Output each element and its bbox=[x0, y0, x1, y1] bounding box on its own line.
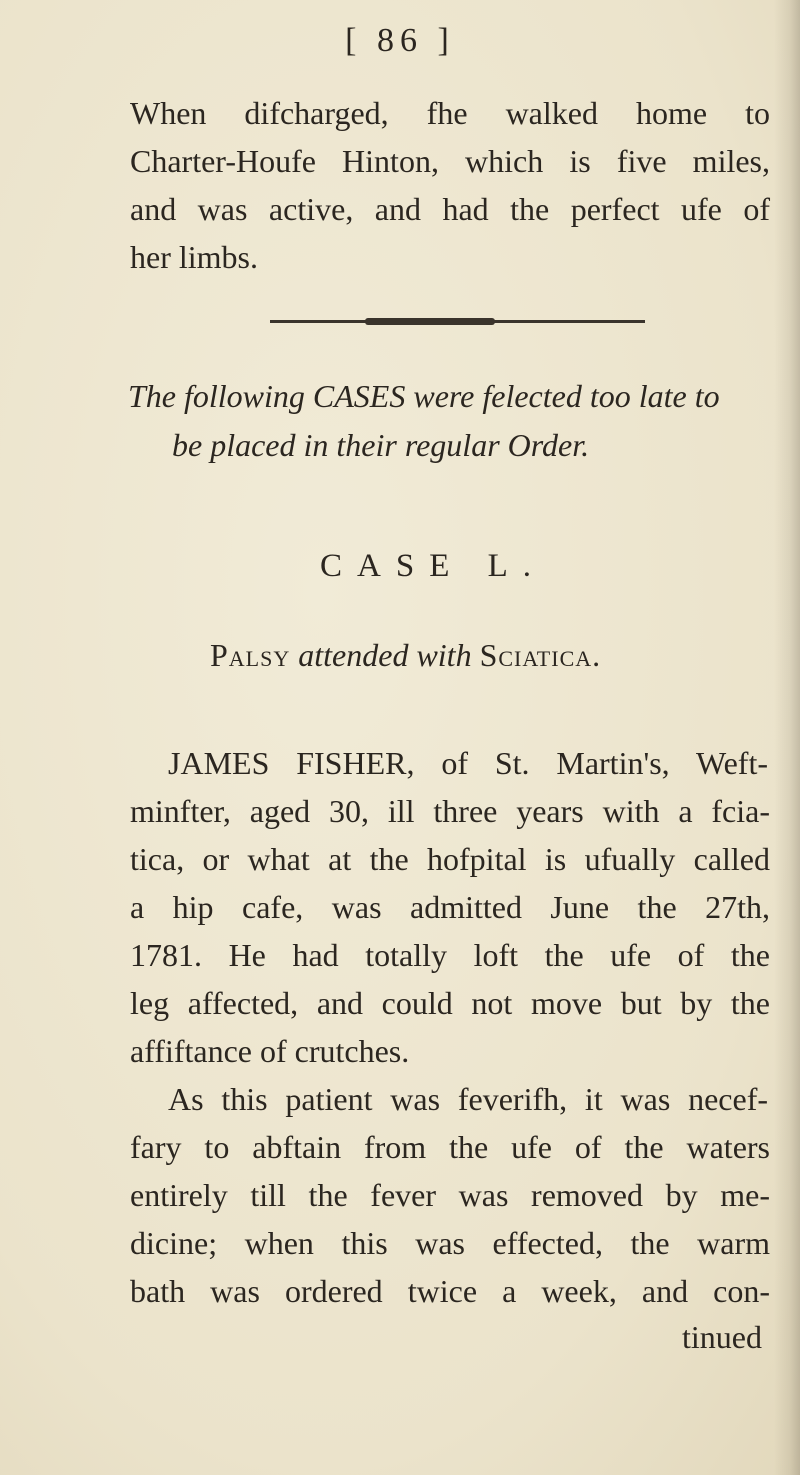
case-subtitle bbox=[210, 637, 601, 674]
subtitle-palsy: Palsy bbox=[210, 637, 291, 673]
text-line: her limbs. bbox=[130, 239, 258, 275]
catchword: tinued bbox=[682, 1319, 762, 1355]
text-line: 1781. He had totally loft the ufe of the bbox=[130, 937, 770, 973]
text-line: bath was ordered twice a week, and con- bbox=[130, 1273, 770, 1309]
text-line: As this patient was feverifh, it was necef- bbox=[168, 1081, 768, 1117]
italic-heading-line: The following CASES were felected too late to bbox=[128, 378, 720, 414]
text-line: a hip cafe, was admitted June the 27th, bbox=[130, 889, 770, 925]
text-line: When difcharged, fhe walked home to bbox=[130, 95, 770, 131]
text-line: entirely till the fever was removed by me- bbox=[130, 1177, 770, 1213]
text-line: JAMES FISHER, of St. Martin's, Weft- bbox=[168, 745, 768, 781]
text-line: affiftance of crutches. bbox=[130, 1033, 410, 1069]
page-edge-shadow bbox=[774, 0, 800, 1475]
text-line: Charter-Houfe Hinton, which is five miles, bbox=[130, 143, 770, 179]
text-line: and was active, and had the perfect ufe of bbox=[130, 191, 770, 227]
text-line: fary to abftain from the ufe of the waters bbox=[130, 1129, 770, 1165]
subtitle-attended-with: attended with bbox=[298, 637, 472, 673]
case-title: CASE L. bbox=[320, 548, 547, 584]
text-line: tica, or what at the hofpital is ufually called bbox=[130, 841, 770, 877]
text-line: leg affected, and could not move but by the bbox=[130, 985, 770, 1021]
italic-heading-line: be placed in their regular Order. bbox=[172, 427, 590, 463]
text-line: dicine; when this was effected, the warm bbox=[130, 1225, 770, 1261]
decorative-rule bbox=[270, 320, 645, 323]
subtitle-sciatica: Sciatica. bbox=[479, 637, 602, 673]
text-line: minfter, aged 30, ill three years with a fcia- bbox=[130, 793, 770, 829]
page-number: [ 86 ] bbox=[345, 22, 455, 59]
